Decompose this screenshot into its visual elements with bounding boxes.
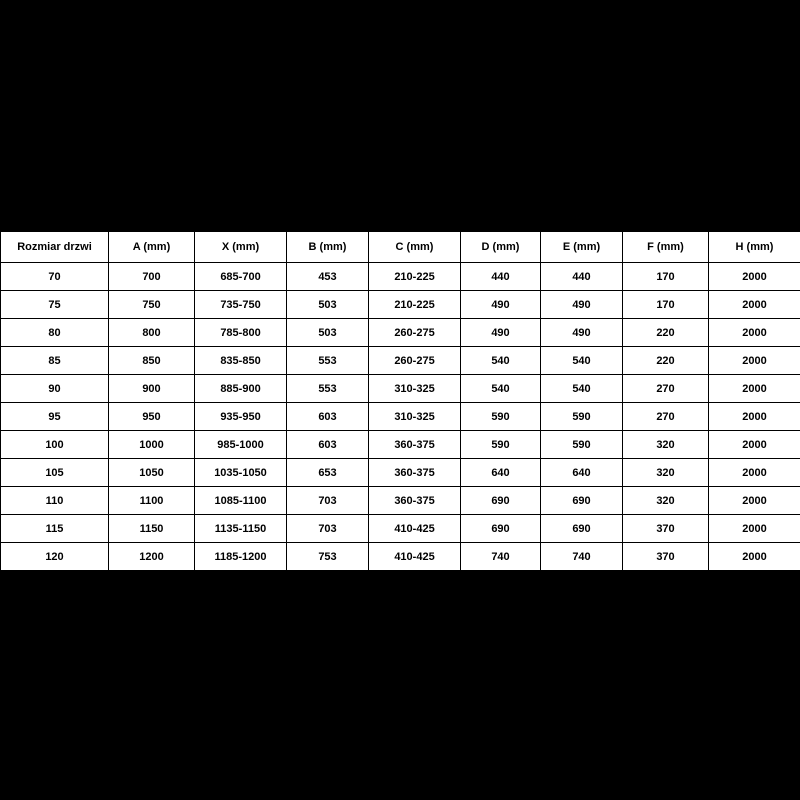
cell-door-size: 75 xyxy=(1,291,109,319)
cell-e: 490 xyxy=(541,291,623,319)
cell-f: 320 xyxy=(623,487,709,515)
table-row xyxy=(1,515,800,543)
column-header-d: D (mm) xyxy=(461,232,541,263)
cell-c: 260-275 xyxy=(369,347,461,375)
cell-x: 1035-1050 xyxy=(195,459,287,487)
cell-h: 2000 xyxy=(709,263,800,291)
cell-a: 950 xyxy=(109,403,195,431)
table-row xyxy=(1,403,800,431)
cell-b: 553 xyxy=(287,347,369,375)
table-row xyxy=(1,319,800,347)
cell-door-size: 70 xyxy=(1,263,109,291)
cell-d: 590 xyxy=(461,431,541,459)
cell-h: 2000 xyxy=(709,487,800,515)
cell-c: 310-325 xyxy=(369,403,461,431)
cell-c: 360-375 xyxy=(369,431,461,459)
table-body xyxy=(1,263,800,571)
cell-x: 785-800 xyxy=(195,319,287,347)
cell-e: 690 xyxy=(541,487,623,515)
table-row xyxy=(1,459,800,487)
cell-e: 590 xyxy=(541,403,623,431)
column-header-b: B (mm) xyxy=(287,232,369,263)
cell-a: 900 xyxy=(109,375,195,403)
cell-e: 440 xyxy=(541,263,623,291)
column-header-a: A (mm) xyxy=(109,232,195,263)
cell-f: 270 xyxy=(623,403,709,431)
cell-d: 740 xyxy=(461,543,541,571)
cell-h: 2000 xyxy=(709,347,800,375)
cell-f: 320 xyxy=(623,431,709,459)
cell-a: 1050 xyxy=(109,459,195,487)
cell-a: 1200 xyxy=(109,543,195,571)
cell-b: 503 xyxy=(287,319,369,347)
cell-b: 503 xyxy=(287,291,369,319)
cell-e: 690 xyxy=(541,515,623,543)
cell-x: 835-850 xyxy=(195,347,287,375)
cell-x: 1085-1100 xyxy=(195,487,287,515)
table-header xyxy=(1,232,800,263)
cell-f: 370 xyxy=(623,515,709,543)
cell-c: 360-375 xyxy=(369,459,461,487)
cell-x: 985-1000 xyxy=(195,431,287,459)
cell-c: 310-325 xyxy=(369,375,461,403)
cell-d: 440 xyxy=(461,263,541,291)
cell-b: 753 xyxy=(287,543,369,571)
spec-table-container xyxy=(0,231,800,571)
cell-f: 170 xyxy=(623,291,709,319)
table-row xyxy=(1,347,800,375)
table-row xyxy=(1,375,800,403)
cell-e: 590 xyxy=(541,431,623,459)
cell-a: 700 xyxy=(109,263,195,291)
cell-a: 1100 xyxy=(109,487,195,515)
cell-door-size: 110 xyxy=(1,487,109,515)
cell-d: 540 xyxy=(461,347,541,375)
cell-h: 2000 xyxy=(709,515,800,543)
cell-a: 1000 xyxy=(109,431,195,459)
cell-h: 2000 xyxy=(709,403,800,431)
cell-c: 260-275 xyxy=(369,319,461,347)
cell-h: 2000 xyxy=(709,543,800,571)
cell-b: 553 xyxy=(287,375,369,403)
cell-d: 690 xyxy=(461,515,541,543)
cell-door-size: 90 xyxy=(1,375,109,403)
table-row xyxy=(1,291,800,319)
cell-e: 640 xyxy=(541,459,623,487)
cell-b: 603 xyxy=(287,431,369,459)
cell-door-size: 95 xyxy=(1,403,109,431)
cell-c: 210-225 xyxy=(369,291,461,319)
cell-door-size: 120 xyxy=(1,543,109,571)
door-size-spec-table xyxy=(0,231,800,571)
cell-c: 360-375 xyxy=(369,487,461,515)
column-header-x: X (mm) xyxy=(195,232,287,263)
table-row xyxy=(1,263,800,291)
cell-e: 540 xyxy=(541,375,623,403)
cell-a: 750 xyxy=(109,291,195,319)
cell-door-size: 105 xyxy=(1,459,109,487)
cell-d: 590 xyxy=(461,403,541,431)
cell-d: 540 xyxy=(461,375,541,403)
cell-x: 885-900 xyxy=(195,375,287,403)
cell-d: 690 xyxy=(461,487,541,515)
cell-d: 490 xyxy=(461,291,541,319)
cell-x: 935-950 xyxy=(195,403,287,431)
column-header-f: F (mm) xyxy=(623,232,709,263)
cell-a: 1150 xyxy=(109,515,195,543)
cell-h: 2000 xyxy=(709,431,800,459)
cell-a: 800 xyxy=(109,319,195,347)
table-header-row xyxy=(1,232,800,263)
cell-f: 220 xyxy=(623,347,709,375)
cell-f: 370 xyxy=(623,543,709,571)
column-header-c: C (mm) xyxy=(369,232,461,263)
cell-a: 850 xyxy=(109,347,195,375)
cell-door-size: 115 xyxy=(1,515,109,543)
cell-h: 2000 xyxy=(709,459,800,487)
cell-d: 640 xyxy=(461,459,541,487)
cell-door-size: 85 xyxy=(1,347,109,375)
cell-f: 170 xyxy=(623,263,709,291)
table-row xyxy=(1,543,800,571)
cell-h: 2000 xyxy=(709,291,800,319)
cell-h: 2000 xyxy=(709,319,800,347)
cell-f: 320 xyxy=(623,459,709,487)
cell-x: 735-750 xyxy=(195,291,287,319)
cell-b: 653 xyxy=(287,459,369,487)
column-header-door-size: Rozmiar drzwi xyxy=(1,232,109,263)
cell-b: 703 xyxy=(287,515,369,543)
cell-x: 1135-1150 xyxy=(195,515,287,543)
cell-b: 703 xyxy=(287,487,369,515)
table-row xyxy=(1,431,800,459)
table-row xyxy=(1,487,800,515)
cell-door-size: 80 xyxy=(1,319,109,347)
cell-x: 1185-1200 xyxy=(195,543,287,571)
cell-f: 270 xyxy=(623,375,709,403)
cell-c: 410-425 xyxy=(369,515,461,543)
column-header-h: H (mm) xyxy=(709,232,800,263)
cell-e: 490 xyxy=(541,319,623,347)
cell-c: 210-225 xyxy=(369,263,461,291)
cell-b: 453 xyxy=(287,263,369,291)
cell-x: 685-700 xyxy=(195,263,287,291)
cell-d: 490 xyxy=(461,319,541,347)
cell-f: 220 xyxy=(623,319,709,347)
cell-c: 410-425 xyxy=(369,543,461,571)
cell-e: 740 xyxy=(541,543,623,571)
cell-b: 603 xyxy=(287,403,369,431)
cell-h: 2000 xyxy=(709,375,800,403)
column-header-e: E (mm) xyxy=(541,232,623,263)
cell-e: 540 xyxy=(541,347,623,375)
cell-door-size: 100 xyxy=(1,431,109,459)
